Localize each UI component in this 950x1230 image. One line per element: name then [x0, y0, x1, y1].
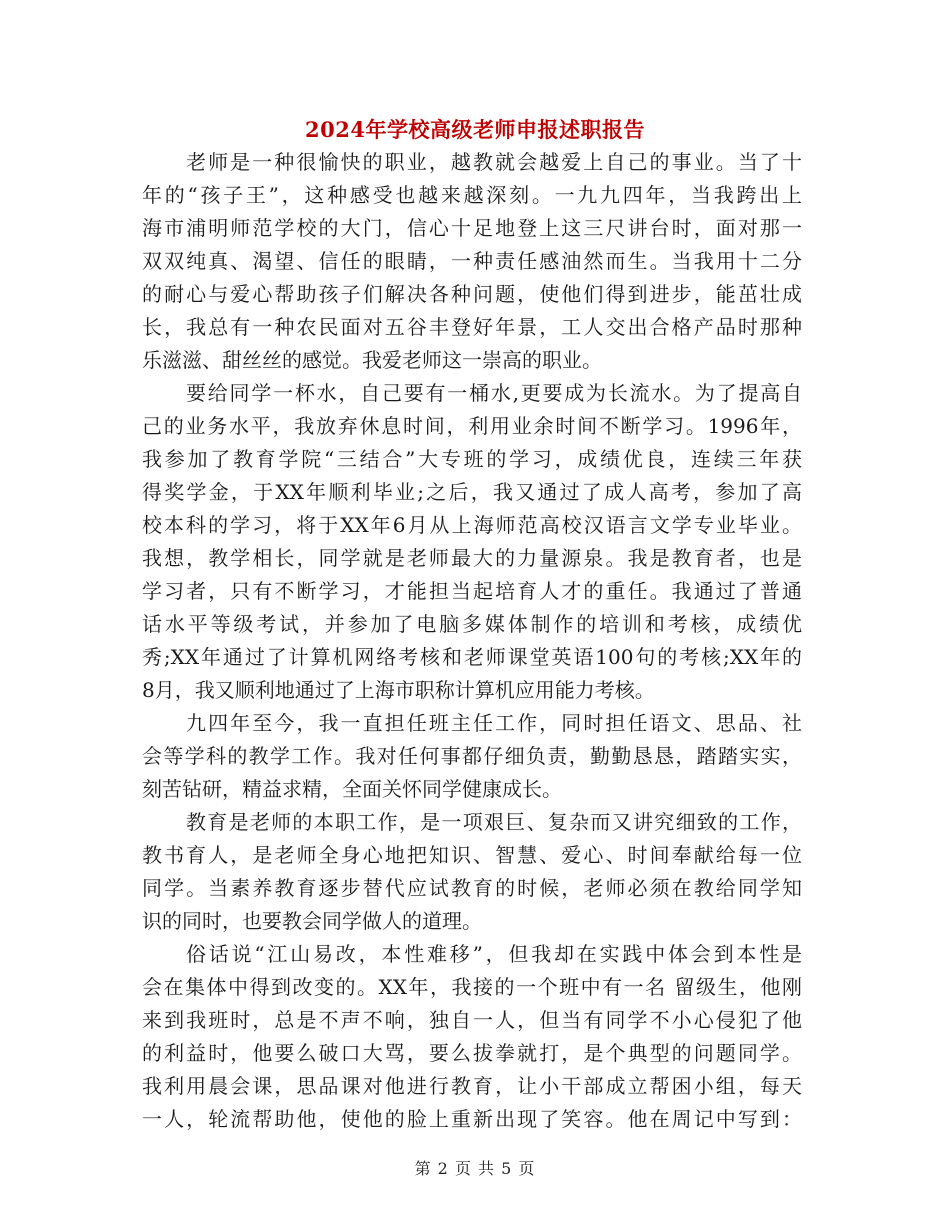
text-line: 长，我总有一种农民面对五谷丰登好年景，工人交出合格产品时那种 [142, 315, 802, 339]
text-line: 校本科的学习，将于XX年6月从上海师范高校汉语言文学专业毕业。 [142, 513, 802, 537]
text-line: 得奖学金，于XX年顺利毕业;之后，我又通过了成人高考，参加了高 [142, 480, 802, 504]
text-line: 刻苦钻研，精益求精，全面关怀同学健康成长。 [142, 777, 562, 801]
text-line: 己的业务水平，我放弃休息时间，利用业余时间不断学习。1996年， [142, 414, 802, 438]
text-line: 双双纯真、渴望、信任的眼睛，一种责任感油然而生。当我用十二分 [142, 249, 802, 273]
page-number-footer: 第 2 页 共 5 页 [414, 1159, 536, 1178]
text-line: 我利用晨会课，思品课对他进行教育，让小干部成立帮困小组，每天 [142, 1074, 802, 1098]
text-line: 的利益时，他要么破口大骂，要么拔拳就打，是个典型的问题同学。 [142, 1041, 802, 1065]
text-line: 来到我班时，总是不声不响，独自一人，但当有同学不小心侵犯了他 [142, 1008, 802, 1032]
text-line: 8月，我又顺利地通过了上海市职称计算机应用能力考核。 [142, 678, 655, 702]
text-line: 海市浦明师范学校的大门，信心十足地登上这三尺讲台时，面对那一 [142, 216, 802, 240]
text-line: 会等学科的教学工作。我对任何事都仔细负责，勤勤恳恳，踏踏实实， [142, 744, 802, 768]
document-title: 2024年学校高级老师申报述职报告 [305, 117, 645, 142]
text-line: 我想，教学相长，同学就是老师最大的力量源泉。我是教育者，也是 [142, 546, 802, 570]
text-line: 会在集体中得到改变的。XX年，我接的一个班中有一名 留级生，他刚 [142, 975, 802, 999]
text-line: 学习者，只有不断学习，才能担当起培育人才的重任。我通过了普通 [142, 579, 802, 603]
text-line: 话水平等级考试，并参加了电脑多媒体制作的培训和考核，成绩优 [142, 612, 802, 636]
text-line: 我参加了教育学院“三结合”大专班的学习，成绩优良，连续三年获 [142, 447, 802, 471]
text-line: 秀;XX年通过了计算机网络考核和老师课堂英语100句的考核;XX年的 [142, 645, 802, 669]
text-line: 识的同时，也要教会同学做人的道理。 [142, 909, 482, 933]
text-line: 年的“孩子王”，这种感受也越来越深刻。一九九四年，当我跨出上 [142, 183, 802, 207]
text-line: 教书育人，是老师全身心地把知识、智慧、爱心、时间奉献给每一位 [142, 843, 802, 867]
text-line: 要给同学一杯水，自己要有一桶水,更要成为长流水。为了提高自 [186, 381, 802, 405]
text-line: 乐滋滋、甜丝丝的感觉。我爱老师这一崇高的职业。 [142, 348, 602, 372]
text-line: 同学。当素养教育逐步替代应试教育的时候，老师必须在教给同学知 [142, 876, 802, 900]
text-line: 的耐心与爱心帮助孩子们解决各种问题，使他们得到进步，能茁壮成 [142, 282, 802, 306]
text-line: 俗话说“江山易改，本性难移”，但我却在实践中体会到本性是 [186, 942, 802, 966]
text-line: 老师是一种很愉快的职业，越教就会越爱上自己的事业。当了十 [186, 150, 802, 174]
text-line: 一人，轮流帮助他，使他的脸上重新出现了笑容。他在周记中写到： [142, 1107, 802, 1131]
text-line: 九四年至今，我一直担任班主任工作，同时担任语文、思品、社 [186, 711, 802, 735]
text-line: 教育是老师的本职工作，是一项艰巨、复杂而又讲究细致的工作， [186, 810, 802, 834]
document-body [142, 146, 802, 1136]
